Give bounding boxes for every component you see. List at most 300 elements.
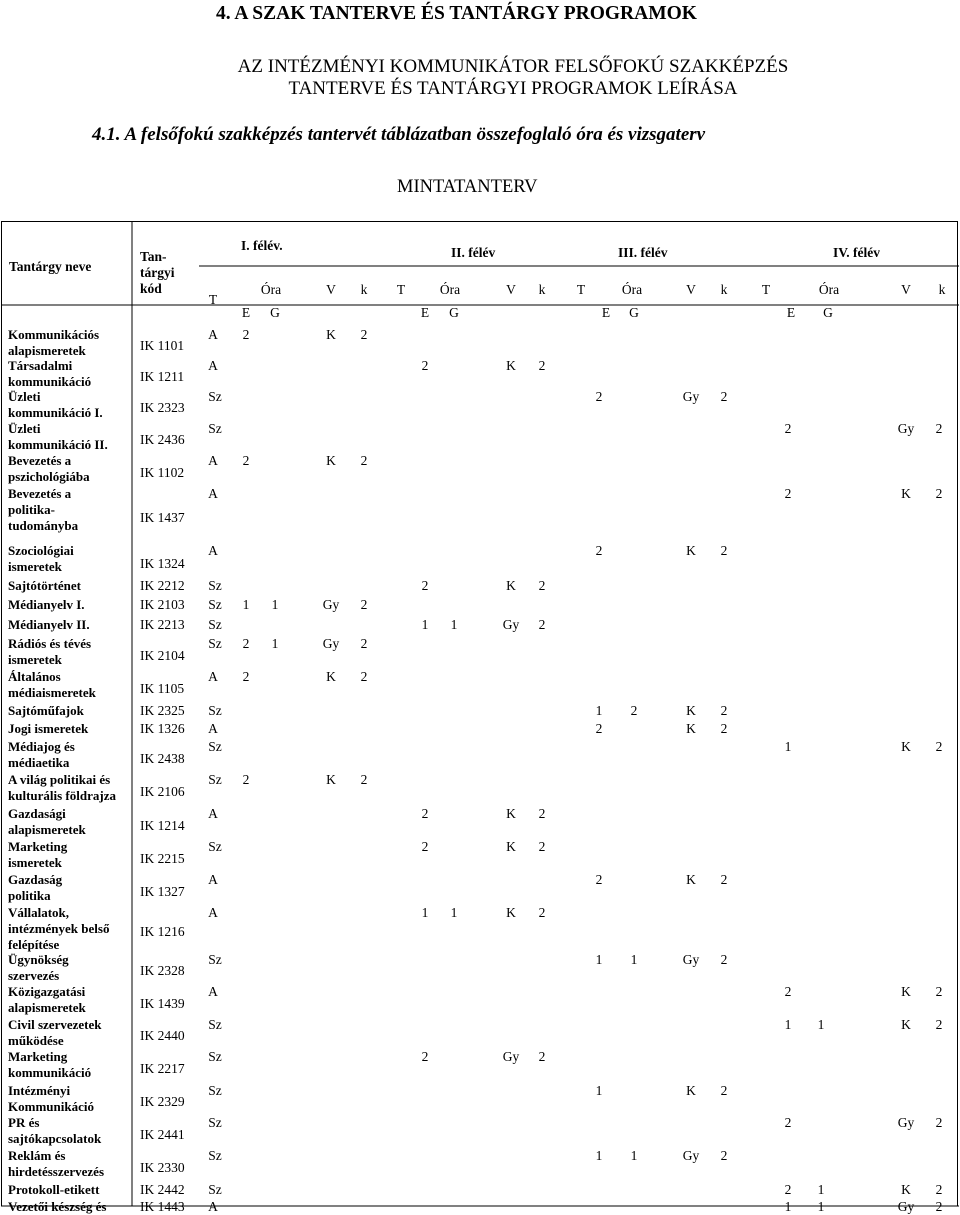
hours-e: 1 [421,617,429,632]
table-row [1,388,958,420]
hours-e: 1 [242,597,250,612]
subject-name-line: Közigazgatási [8,984,86,999]
exam-form: K [506,358,516,373]
table-row [1,635,958,668]
exam-type: Sz [208,839,222,854]
table-row [1,720,958,738]
exam-form: Gy [682,389,700,404]
credits: 2 [360,453,368,468]
exam-form: K [686,721,696,736]
exam-type: Sz [208,597,222,612]
subject-code: IK 2212 [140,578,185,593]
subject-name-line: felépítése [8,937,60,952]
credits: 2 [935,486,943,501]
subject-name-line: alapismeretek [8,1000,86,1015]
subject-code: IK 2325 [140,703,185,718]
subject-name-line: Rádiós és tévés [8,636,92,651]
hours-e: 2 [595,872,603,887]
header-subject-name: Tantárgy neve [9,259,92,274]
credits: 2 [935,1115,943,1130]
subject-code: IK 2323 [140,400,185,415]
credits: 2 [720,1148,728,1163]
subject-code: IK 2329 [140,1094,185,1109]
subject-name-line: Civil szervezetek [8,1017,102,1032]
hours-e: 2 [242,636,250,651]
header-semester-3: III. félév [618,245,668,260]
credits: 2 [538,839,546,854]
hours-g: 1 [450,617,458,632]
header-semester-4: IV. félév [833,245,880,260]
subject-name [8,486,78,534]
subject-name-line: alapismeretek [8,822,86,837]
header-v-1: V [326,282,336,297]
subject-code: IK 1326 [140,721,185,736]
subject-code: IK 1437 [140,510,185,525]
credits: 2 [720,721,728,736]
hours-e: 2 [595,543,603,558]
subject-name [8,1148,104,1180]
exam-form: Gy [502,1049,520,1064]
hours-e: 1 [595,1083,603,1098]
subject-code: IK 2436 [140,432,185,447]
header-code-line3: kód [140,281,162,296]
credits: 2 [720,389,728,404]
table-row [1,1016,958,1048]
subject-name-line: alapismeretek [8,343,86,358]
subject-name-line: Ügynökség [8,952,69,967]
credits: 2 [360,597,368,612]
subject-code: IK 2217 [140,1061,185,1076]
credits: 2 [720,703,728,718]
subject-name-line: Bevezetés a [8,486,72,501]
exam-type: Sz [208,1182,222,1197]
table-row [1,951,958,983]
exam-type: A [208,721,218,736]
subject-code: IK 1102 [140,465,185,480]
subject-name [8,389,103,421]
exam-form: Gy [502,617,520,632]
table-row [1,771,958,805]
subject-name-line: Médianyelv II. [8,617,90,632]
exam-type: A [208,543,218,558]
subject-code: IK 1211 [140,369,185,384]
subject-name-line: Marketing [8,839,68,854]
subject-name-line: kommunikáció [8,374,92,389]
subject-code: IK 2440 [140,1028,185,1043]
credits: 2 [538,1049,546,1064]
table-row [1,420,958,452]
credits: 2 [720,543,728,558]
subject-name-line: kommunikáció II. [8,437,108,452]
hours-g: 1 [817,1017,825,1032]
table-row [1,1147,958,1181]
subject-name-line: Gazdaság [8,872,63,887]
credits: 2 [935,421,943,436]
table-row [1,668,958,702]
credits: 2 [935,1017,943,1032]
subject-code: IK 1216 [140,924,185,939]
subject-name-line: politika [8,888,51,903]
subject-name-line: Sajtótörténet [8,578,81,593]
subject-name-line: szervezés [8,968,60,983]
subject-name-line: Kommunikáció [8,1099,94,1114]
table-row [1,485,958,542]
subject-name [8,952,69,984]
exam-type: A [208,905,218,920]
exam-form: K [506,839,516,854]
hours-e: 2 [784,421,792,436]
header-type-4: T [761,282,771,297]
table-row [1,326,958,357]
header-k-3: k [720,282,728,297]
subject-name [8,872,62,904]
exam-type: A [208,984,218,999]
exam-form: Gy [897,421,915,436]
hours-e: 2 [242,772,250,787]
subject-code: IK 2215 [140,851,185,866]
exam-type: A [208,486,218,501]
hours-e: 1 [421,905,429,920]
hours-e: 2 [242,453,250,468]
exam-form: K [686,1083,696,1098]
exam-type: Sz [208,1083,222,1098]
header-k-1: k [360,282,368,297]
hours-g: 1 [450,905,458,920]
exam-type: Sz [208,578,222,593]
hours-e: 2 [784,1182,792,1197]
table-row [1,542,958,577]
subject-name-line: Bevezetés a [8,453,72,468]
header-ora-1: Óra [260,282,282,297]
header-e-4: E [786,305,796,320]
subject-name-line: Jogi ismeretek [8,721,89,736]
header-g-1: G [270,305,280,320]
hours-e: 2 [784,1115,792,1130]
hours-g: 1 [271,636,279,651]
subject-code: IK 1443 [140,1199,185,1214]
subject-name-line: médiaetika [8,755,70,770]
subject-name [8,1115,101,1147]
exam-form: Gy [322,636,340,651]
hours-e: 1 [595,952,603,967]
table-row [1,616,958,635]
subject-name-line: hirdetésszervezés [8,1164,105,1179]
exam-type: A [208,669,218,684]
credits: 2 [360,772,368,787]
exam-form: K [326,772,336,787]
hours-g: 1 [630,952,638,967]
header-g-4: G [823,305,833,320]
subject-code: IK 1324 [140,556,185,571]
credits: 2 [538,905,546,920]
subject-name-line: politika- [8,502,55,517]
table-row [1,805,958,838]
exam-form: K [686,872,696,887]
credits: 2 [935,739,943,754]
exam-form: K [901,1182,911,1197]
subject-code: IK 2441 [140,1127,185,1142]
header-e-1: E [241,305,251,320]
hours-e: 1 [784,739,792,754]
exam-form: K [326,453,336,468]
exam-type: Sz [208,1049,222,1064]
main-title-line1: AZ INTÉZMÉNYI KOMMUNIKÁTOR FELSŐFOKÚ SZAKKÉPZÉS [237,56,789,77]
exam-form: K [506,806,516,821]
subject-name-line: ismeretek [8,855,62,870]
header-code-line1: Tan- [140,249,167,264]
table-row [1,596,958,616]
hours-e: 2 [242,327,250,342]
exam-type: A [208,358,218,373]
exam-form: K [901,984,911,999]
subject-name-line: sajtókapcsolatok [8,1131,102,1146]
header-v-2: V [506,282,516,297]
subject-name [8,1199,106,1215]
table-row [1,1048,958,1082]
subject-code: IK 2328 [140,963,185,978]
subject-name-line: kulturális földrajza [8,788,116,803]
table-row [1,904,958,951]
subject-code: IK 1105 [140,681,185,696]
subject-name [8,543,74,575]
header-subject-code [140,249,175,297]
subject-name [8,806,86,838]
subject-name [8,327,99,359]
credits: 2 [538,358,546,373]
main-title [186,56,840,100]
hours-g: 1 [630,1148,638,1163]
subject-code: IK 2104 [140,648,185,663]
hours-e: 2 [595,721,603,736]
table-row [1,983,958,1016]
header-code-line2: tárgyi [140,265,175,280]
subject-name-line: működése [8,1033,64,1048]
subject-name-line: Kommunikációs [8,327,100,342]
subject-name [8,839,67,871]
exam-type: Sz [208,1115,222,1130]
subject-name-line: Szociológiai [8,543,74,558]
hours-e: 2 [421,1049,429,1064]
credits: 2 [538,617,546,632]
exam-form: K [506,905,516,920]
subject-name-line: Társadalmi [8,358,73,373]
table-row [1,1114,958,1147]
exam-type: Sz [208,772,222,787]
table-row [1,1181,958,1198]
header-semester-1: I. félév. [241,238,283,253]
table-row [1,1082,958,1114]
hours-e: 1 [784,1017,792,1032]
subject-name-line: Üzleti [8,421,41,436]
subject-name [8,772,116,804]
subject-code: IK 2103 [140,597,185,612]
subject-name [8,578,81,594]
subject-name-line: Sajtóműfajok [8,703,84,718]
subject-code: IK 1327 [140,884,185,899]
subject-code: IK 2213 [140,617,185,632]
hours-e: 2 [242,669,250,684]
hours-e: 2 [421,806,429,821]
exam-type: A [208,806,218,821]
credits: 2 [935,1182,943,1197]
credits: 2 [360,669,368,684]
subject-code: IK 1439 [140,996,185,1011]
subject-name-line: Médiajog és [8,739,75,754]
header-type-3: T [576,282,586,297]
header-g-2: G [449,305,459,320]
exam-form: Gy [682,952,700,967]
subject-name-line: Vezetői készség és [8,1199,107,1214]
subject-name [8,1017,101,1049]
subject-name-line: ismeretek [8,652,62,667]
exam-type: Sz [208,636,222,651]
exam-type: Sz [208,739,222,754]
plan-title: MINTATANTERV [397,177,538,197]
hours-e: 2 [421,358,429,373]
hours-e: 1 [595,703,603,718]
table-row [1,1198,958,1215]
subject-name-line: ismeretek [8,559,62,574]
table-row [1,738,958,771]
credits: 2 [935,984,943,999]
subject-name-line: Intézményi [8,1083,71,1098]
subject-name-line: Reklám és [8,1148,66,1163]
exam-form: K [901,1017,911,1032]
exam-type: Sz [208,617,222,632]
subject-name [8,597,85,613]
exam-form: Gy [322,597,340,612]
credits: 2 [538,806,546,821]
subject-name [8,453,90,485]
subject-name-line: pszichológiába [8,469,90,484]
credits: 2 [935,1199,943,1214]
exam-type: A [208,1199,218,1214]
hours-e: 1 [784,1199,792,1214]
subject-name [8,358,91,390]
header-type-2: T [396,282,406,297]
subject-code: IK 1101 [140,338,185,353]
subject-name [8,669,96,701]
subject-code: IK 2438 [140,751,185,766]
section-title: 4. A SZAK TANTERVE ÉS TANTÁRGY PROGRAMOK [216,3,697,24]
hours-e: 1 [595,1148,603,1163]
exam-form: K [686,543,696,558]
table-row [1,452,958,485]
subject-name [8,421,108,453]
subsection-title: 4.1. A felsőfokú szakképzés tantervét táblázatban összefoglaló óra és vizsgaterv [92,124,706,145]
header-k-4: k [938,282,946,297]
subject-name-line: Üzleti [8,389,41,404]
subject-name-line: intézmények belső [8,921,110,936]
exam-type: Sz [208,421,222,436]
subject-name-line: Médianyelv I. [8,597,85,612]
exam-type: A [208,327,218,342]
subject-name [8,703,84,719]
table-row [1,702,958,720]
credits: 2 [360,636,368,651]
exam-type: Sz [208,1148,222,1163]
subject-name-line: Marketing [8,1049,68,1064]
exam-type: A [208,453,218,468]
exam-form: Gy [682,1148,700,1163]
subject-name [8,984,86,1016]
table-row [1,577,958,596]
exam-form: K [326,327,336,342]
hours-e: 2 [784,486,792,501]
exam-type: Sz [208,389,222,404]
table-row [1,357,958,388]
exam-type: A [208,872,218,887]
hours-g: 1 [817,1182,825,1197]
table-row [1,838,958,871]
subject-name [8,739,75,771]
subject-name [8,721,88,737]
exam-form: K [901,739,911,754]
table-row [1,871,958,904]
subject-name-line: PR és [8,1115,40,1130]
subject-code: IK 2330 [140,1160,185,1175]
exam-form: K [901,486,911,501]
credits: 2 [360,327,368,342]
subject-name [8,636,91,668]
subject-name [8,1049,91,1081]
hours-g: 1 [271,597,279,612]
header-ora-2: Óra [439,282,461,297]
subject-name-line: Gazdasági [8,806,66,821]
hours-g: 2 [630,703,638,718]
subject-name [8,617,90,633]
hours-e: 2 [421,578,429,593]
header-g-3: G [629,305,639,320]
subject-name-line: kommunikáció I. [8,405,103,420]
exam-form: Gy [897,1199,915,1214]
subject-name-line: médiaismeretek [8,685,96,700]
subject-code: IK 1214 [140,818,185,833]
exam-form: K [326,669,336,684]
header-k-2: k [538,282,546,297]
subject-name-line: Általános [8,669,61,684]
credits: 2 [720,1083,728,1098]
header-v-4: V [901,282,911,297]
exam-form: K [686,703,696,718]
exam-type: Sz [208,952,222,967]
subject-name [8,1083,94,1115]
subject-name-line: Vállalatok, [8,905,70,920]
header-v-3: V [686,282,696,297]
header-e-2: E [420,305,430,320]
subject-name-line: kommunikáció [8,1065,92,1080]
subject-code: IK 2442 [140,1182,185,1197]
header-ora-4: Óra [818,282,840,297]
credits: 2 [538,578,546,593]
subject-name [8,1182,99,1198]
hours-g: 1 [817,1199,825,1214]
subject-code: IK 2106 [140,784,185,799]
header-e-3: E [601,305,611,320]
exam-form: Gy [897,1115,915,1130]
subject-name [8,905,109,953]
credits: 2 [720,872,728,887]
exam-form: K [506,578,516,593]
header-ora-3: Óra [621,282,643,297]
exam-type: Sz [208,1017,222,1032]
hours-e: 2 [784,984,792,999]
header-type-1: T [208,292,218,307]
hours-e: 2 [595,389,603,404]
subject-name-line: Protokoll-etikett [8,1182,100,1197]
subject-name-line: A világ politikai és [8,772,111,787]
subject-name-line: tudományba [8,518,79,533]
